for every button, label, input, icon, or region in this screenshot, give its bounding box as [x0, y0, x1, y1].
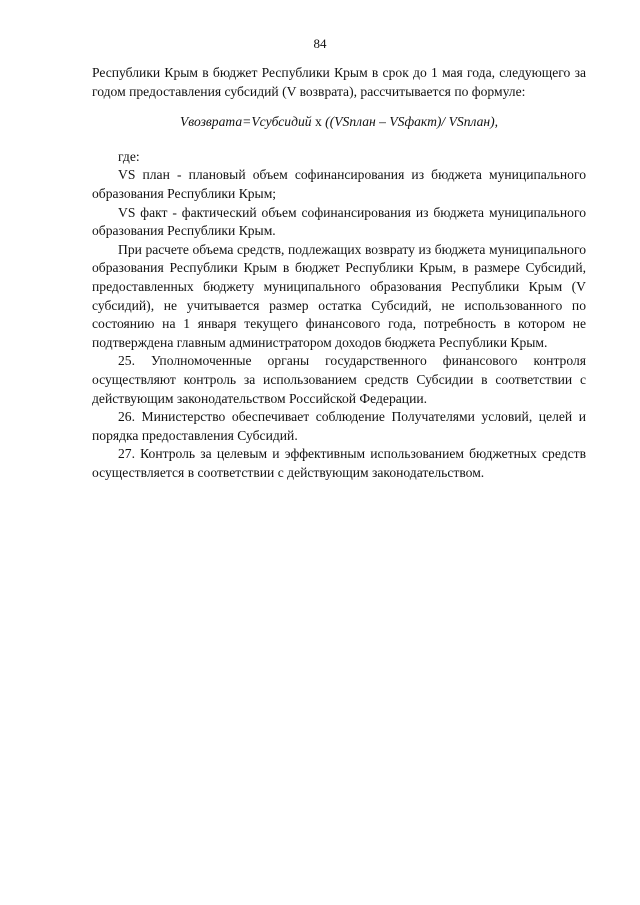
document-body — [92, 64, 586, 482]
definition-vs-fact: VS факт - фактический объем софинансирования из бюджета муниципального образования Республики Крым. — [92, 204, 586, 239]
where-label: где: — [118, 148, 140, 164]
page-number: 84 — [313, 36, 327, 51]
definition-vs-plan: VS план - плановый объем софинансирования из бюджета муниципального образования Республики Крым; — [92, 167, 586, 201]
paragraph-25: 25. Уполномоченные органы государственного финансового контроля осуществляют контроль за использованием средств Субсидии в соответствии с действующим законодательством Российской Федерации. — [92, 353, 586, 406]
formula-multiply: x — [311, 114, 326, 130]
formula — [92, 113, 586, 132]
formula-left: Vвозврата=Vсубсидий — [179, 114, 312, 130]
paragraph-26: 26. Министерство обеспечивает соблюдение Получателями условий, целей и порядка предоставления Субсидий. — [92, 409, 586, 443]
paragraph-return-calculation: При расчете объема средств, подлежащих возврату из бюджета муниципального образования Республики Крым в бюджет Республики Крым, в размере Субсидий, предоставленных бюджету муниципального образования Республики Крым (V субсидий), не учитывается размер остатка Субсидий, не использованного по состоянию на 1 января текущего финансового года, потребность в котором не подтверждена главным администратором доходов бюджета Республики Крым. — [92, 241, 586, 350]
paragraph-27: 27. Контроль за целевым и эффективным использованием бюджетных средств осуществляется в соответствии с действующим законодательством. — [92, 446, 586, 480]
intro-paragraph: Республики Крым в бюджет Республики Крым в срок до 1 мая года, следующего за годом предоставления субсидий (V возврата), рассчитывается по формуле: — [92, 65, 586, 99]
formula-right: ((VSплан – VSфакт)/ VSплан), — [325, 114, 499, 130]
